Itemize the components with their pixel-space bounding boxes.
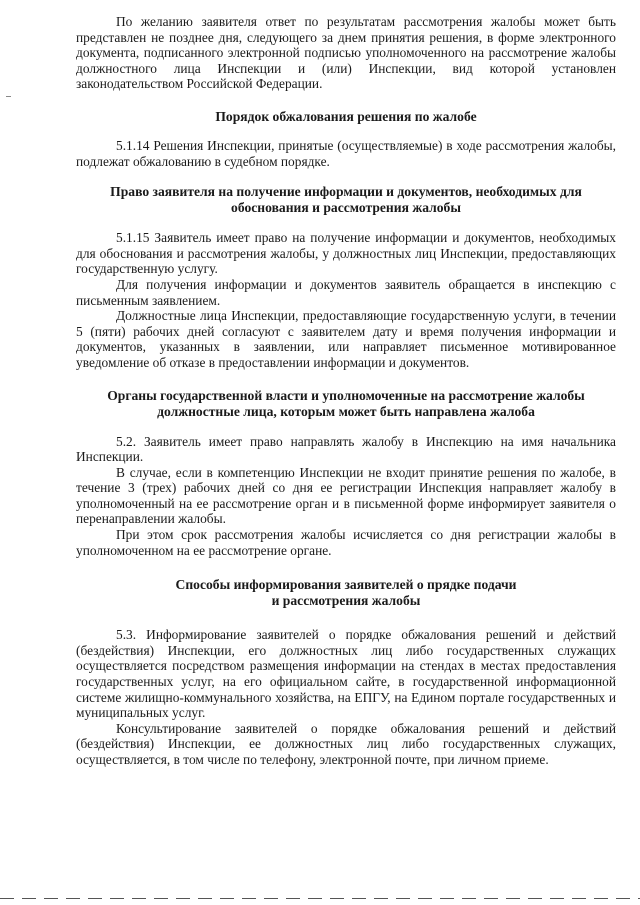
paragraph-consulting: Консультирование заявителей о порядке обжалования решений и действий (бездействия) Инспекции, ее должностных лиц либо государственных служащих, осуществляется, в том числе по телефону, электронной почте, при личном приеме. — [76, 720, 616, 767]
heading-authorities: Органы государственной власти и уполномоченные на рассмотрение жалобы должностные лица, которым может быть направлена жалоба — [107, 387, 585, 419]
document-page — [76, 14, 616, 768]
margin-mark — [6, 96, 11, 97]
paragraph-term: При этом срок рассмотрения жалобы исчисляется со дня регистрации жалобы в уполномоченном на ее рассмотрение органе. — [76, 527, 616, 558]
paragraph-redirect: В случае, если в компетенцию Инспекции не входит принятие решения по жалобе, в течение 3 (трех) рабочих дней со дня ее регистрации Инспекция направляет жалобу в уполномоченный на ее рассмотрение орган и в письменной форме информирует заявителя о перенаправлении жалобы. — [76, 464, 616, 527]
heading-informing-line-2: и рассмотрения жалобы — [271, 593, 421, 609]
paragraph-5-1-14: 5.1.14 Решения Инспекции, принятые (осуществляемые) в ходе рассмотрения жалобы, подлежат обжалованию в судебном порядке. — [76, 137, 616, 169]
heading-right-to-information: Право заявителя на получение информации и документов, необходимых для обоснования и рассмотрения жалобы — [110, 184, 582, 216]
paragraph-5-2: 5.2. Заявитель имеет право направлять жалобу в Инспекцию на имя начальника Инспекции. — [76, 433, 616, 465]
paragraph-written-request: Для получения информации и документов заявитель обращается в инспекцию с письменным заявлением. — [76, 276, 616, 308]
paragraph-5-3: 5.3. Информирование заявителей о порядке обжалования решений и действий (бездействия) Инспекции, его должностных лиц либо государственных служащих осуществляется посредством размещения информации на стендах в местах предоставления государственных услуг, на его официальном сайте, в государственной информационной системе жилищно-коммунального хозяйства, на ЕПГУ, на Едином портале государственных и муниципальных услуг. — [76, 627, 616, 721]
heading-informing-methods — [76, 577, 616, 609]
paragraph-response-format: По желанию заявителя ответ по результатам рассмотрения жалобы может быть представлен не позднее дня, следующего за днем принятия решения, в форме электронного документа, подписанного электронной подписью уполномоченного на рассмотрение жалобы должностного лица Инспекции и (или) Инспекции, вид которой установлен законодательством Российской Федерации. — [76, 14, 616, 92]
paragraph-officials-deadline: Должностные лица Инспекции, предоставляющие государственную услуги, в течении 5 (пяти) рабочих дней согласуют с заявителем дату и время получения информации и документов, указанных в заявлении, или направляет письменное мотивированное уведомление об отказе в предоставлении информации и документов. — [76, 308, 616, 370]
paragraph-5-1-15: 5.1.15 Заявитель имеет право на получение информации и документов, необходимых для обоснования и рассмотрения жалобы, у должностных лиц Инспекции, предоставляющих государственную услугу. — [76, 230, 616, 277]
heading-appeal-procedure: Порядок обжалования решения по жалобе — [215, 108, 477, 124]
page-bottom-edge — [0, 898, 640, 899]
heading-informing-line-1: Способы информирования заявителей о прядке подачи — [175, 577, 517, 593]
